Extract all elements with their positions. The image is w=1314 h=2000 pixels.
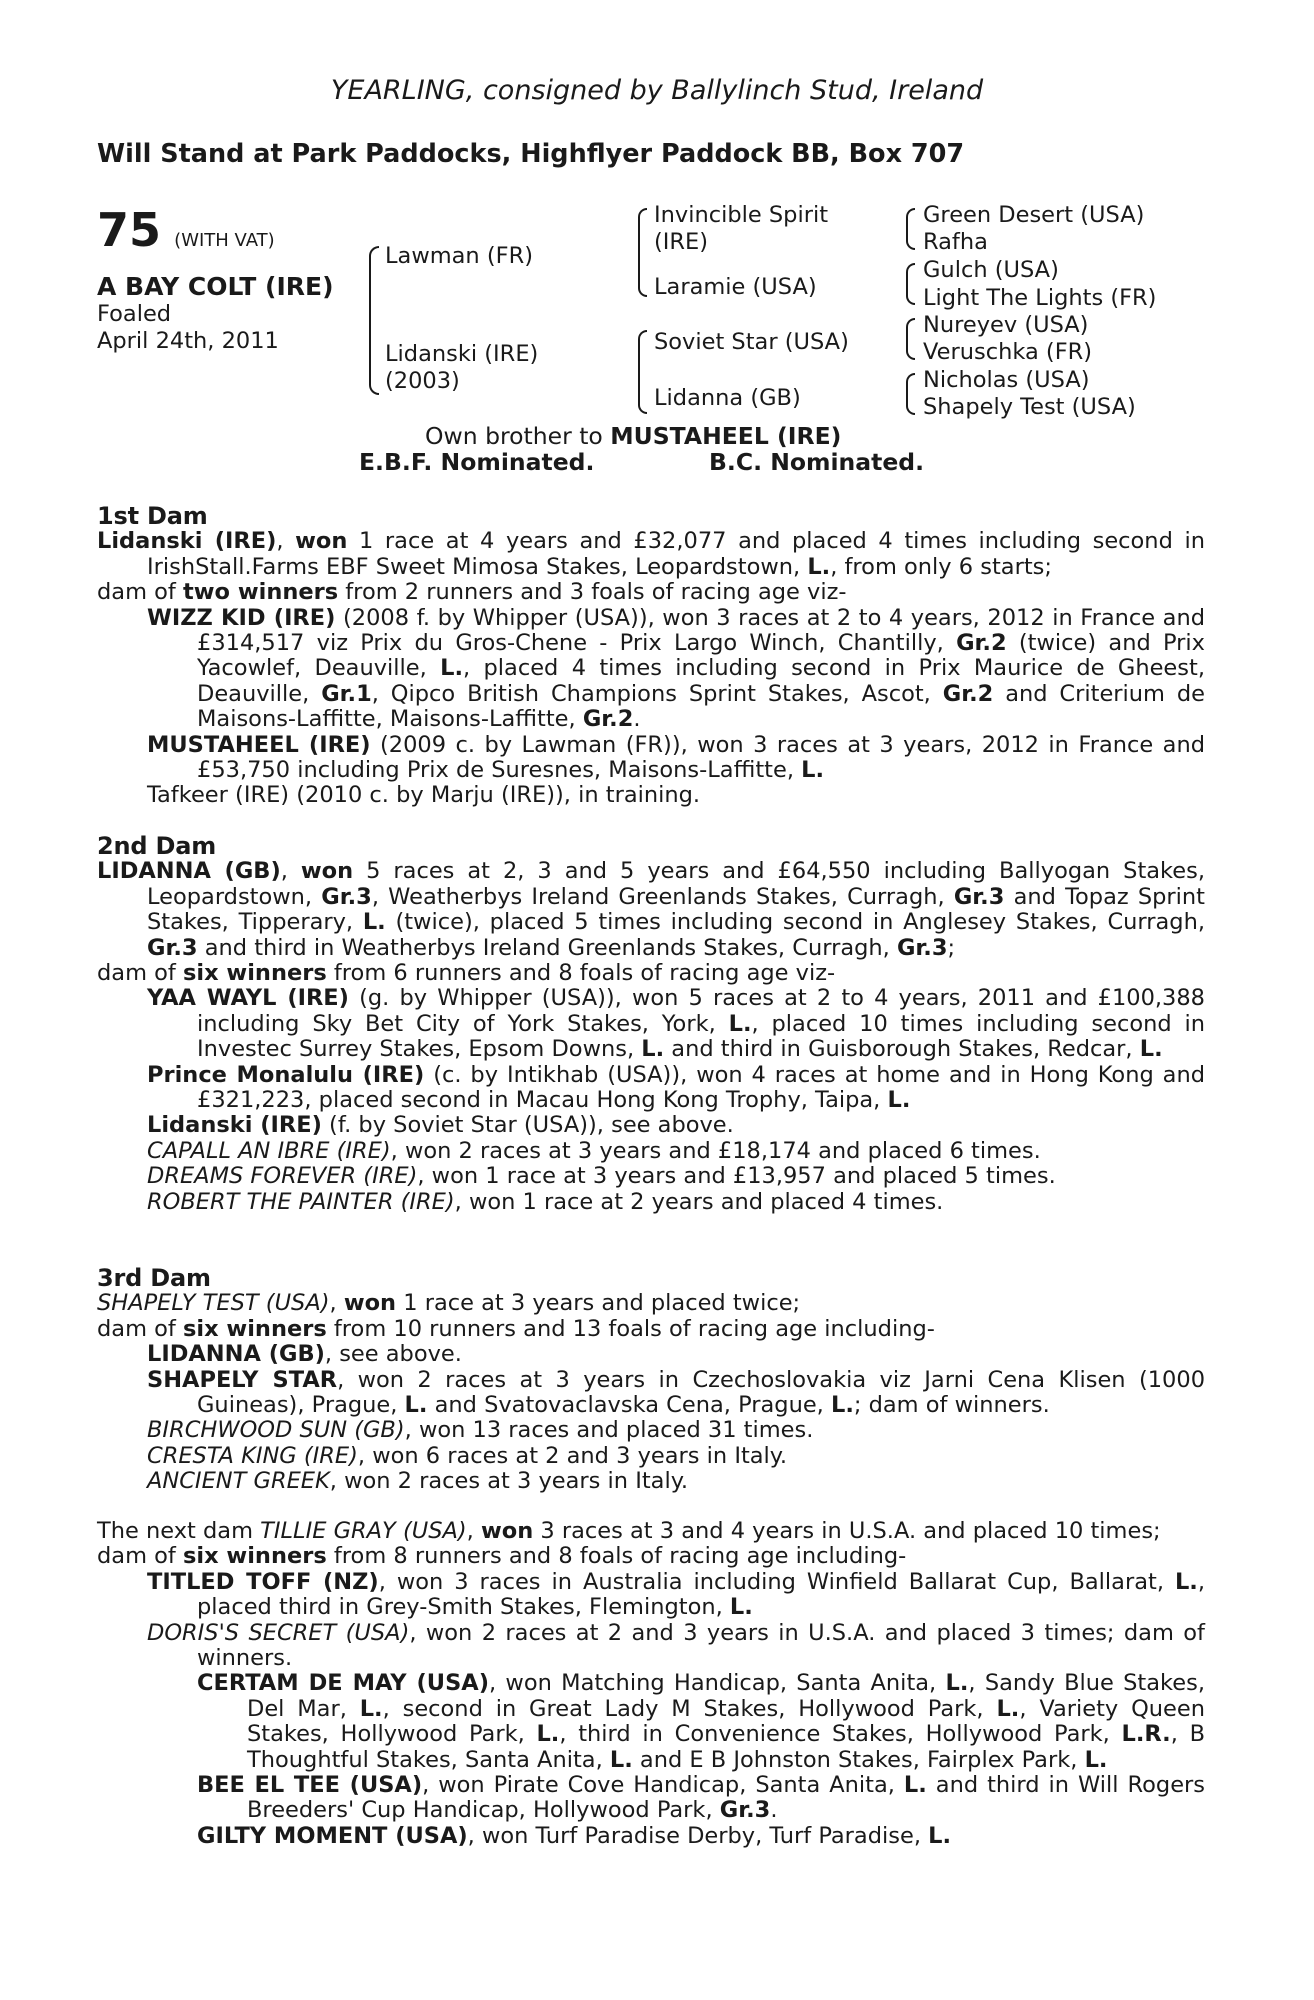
lot-name: A BAY COLT (IRE)	[97, 272, 334, 301]
produce-wizz-kid: WIZZ KID (IRE) (2008 f. by Whipper (USA)), won 3 races at 2 to 4 years, 2012 in France and £314,517 viz Prix du Gros-Chene - Prix Largo Winch, Chantilly, Gr.2 (twice) and Prix Yacowlef, Deauville, L., placed 4 times including second in Prix Maurice de Gheest, Deauville, Gr.1, Qipco British Champions Sprint Stakes, Ascot, Gr.2 and Criterium de Maisons-Laffitte, Maisons-Laffitte, Gr.2.	[147, 604, 1206, 733]
ped-ssd: Rafha	[923, 229, 988, 255]
lot-block	[97, 205, 275, 255]
ped-dam-line2: (2003)	[385, 368, 460, 394]
produce-doris-secret: DORIS'S SECRET (USA), won 2 races at 2 and 3 years in U.S.A. and placed 3 times; dam of winners.	[147, 1619, 1205, 1672]
produce-capall-an-ibre: CAPALL AN IBRE (IRE), won 2 races at 3 years and £18,174 and placed 6 times.	[147, 1137, 1041, 1164]
next-dam-section	[97, 1519, 1205, 1849]
first-dam-section	[97, 504, 1205, 809]
brace-gen1	[369, 246, 379, 395]
produce-mustaheel: MUSTAHEEL (IRE) (2009 c. by Lawman (FR)), won 3 races at 3 years, 2012 in France and £53,750 including Prix de Suresnes, Maisons-Laffitte, L.	[147, 731, 1205, 784]
ped-sd: Laramie (USA)	[654, 274, 817, 300]
produce-robert-the-painter: ROBERT THE PAINTER (IRE), won 1 race at 2 years and placed 4 times.	[147, 1188, 944, 1215]
brace-dam	[638, 330, 647, 414]
produce-bee-el-tee: BEE EL TEE (USA), won Pirate Cove Handicap, Santa Anita, L. and third in Will Rogers Breeders' Cup Handicap, Hollywood Park, Gr.3.	[197, 1772, 1206, 1824]
ped-dds: Nicholas (USA)	[923, 367, 1090, 393]
ebf-nominated: E.B.F. Nominated.	[359, 448, 595, 476]
ped-sds: Gulch (USA)	[923, 257, 1059, 283]
brace-sire	[638, 208, 647, 297]
foaled-date: April 24th, 2011	[97, 328, 279, 354]
ped-dsd: Veruschka (FR)	[923, 339, 1093, 365]
foaled-label: Foaled	[97, 301, 172, 327]
lot-number: 75	[97, 203, 162, 257]
ped-ss-line1: Invincible Spirit	[654, 202, 829, 228]
third-dam-record: SHAPELY TEST (USA), won 1 race at 3 years and placed twice;	[97, 1290, 801, 1317]
second-dam-produce-summary: dam of six winners from 6 runners and 8 foals of racing age viz-	[97, 960, 836, 987]
brace-ss	[906, 208, 915, 250]
produce-certam-de-may: CERTAM DE MAY (USA), won Matching Handicap, Santa Anita, L., Sandy Blue Stakes, Del Mar, L., second in Great Lady M Stakes, Hollywood Park, L., Variety Queen Stakes, Hollywood Park, L., third in Convenience Stakes, Hollywood Park, L.R., B Thoughtful Stakes, Santa Anita, L. and E B Johnston Stakes, Fairplex Park, L.	[197, 1670, 1205, 1773]
location-line: Will Stand at Park Paddocks, Highflyer Paddock BB, Box 707	[97, 139, 965, 169]
produce-shapely-star: SHAPELY STAR, won 2 races at 3 years in Czechoslovakia viz Jarni Cena Klisen (1000 Guineas), Prague, L. and Svatovaclavska Cena, Prague, L.; dam of winners.	[147, 1366, 1206, 1419]
next-dam-record: The next dam TILLIE GRAY (USA), won 3 races at 3 and 4 years in U.S.A. and placed 10 times;	[97, 1518, 1161, 1544]
ped-dss: Nureyev (USA)	[923, 312, 1089, 338]
produce-lidanski: Lidanski (IRE) (f. by Soviet Star (USA)), see above.	[147, 1112, 734, 1139]
ped-ddd: Shapely Test (USA)	[923, 394, 1136, 420]
ped-dam-line1: Lidanski (IRE)	[385, 341, 539, 367]
first-dam-record: Lidanski (IRE), won 1 race at 4 years and £32,077 and placed 4 times including second in IrishStall.Farms EBF Sweet Mimosa Stakes, Leopardstown, L., from only 6 starts;	[97, 528, 1205, 580]
second-dam-heading: 2nd Dam	[97, 832, 217, 860]
produce-birchwood-sun: BIRCHWOOD SUN (GB), won 13 races and placed 31 times.	[147, 1417, 814, 1444]
second-dam-section	[97, 834, 1205, 1215]
own-brother-note: Own brother to MUSTAHEEL (IRE)	[425, 422, 842, 450]
first-dam-produce-summary: dam of two winners from 2 runners and 3 foals of racing age viz-	[97, 579, 847, 606]
next-dam-produce-summary: dam of six winners from 8 runners and 8 foals of racing age including-	[97, 1543, 907, 1570]
ped-ds: Soviet Star (USA)	[654, 329, 849, 355]
ped-dd: Lidanna (GB)	[654, 385, 801, 411]
produce-dreams-forever: DREAMS FOREVER (IRE), won 1 race at 3 years and £13,957 and placed 5 times.	[147, 1163, 1056, 1190]
second-dam-record: LIDANNA (GB), won 5 races at 2, 3 and 5 years and £64,550 including Ballyogan Stakes, Leopardstown, Gr.3, Weatherbys Ireland Greenlands Stakes, Curragh, Gr.3 and Topaz Sprint Stakes, Tipperary, L. (twice), placed 5 times including second in Anglesey Stakes, Curragh, Gr.3 and third in Weatherbys Ireland Greenlands Stakes, Curragh, Gr.3;	[97, 858, 1206, 961]
brace-sd	[906, 263, 915, 305]
third-dam-heading: 3rd Dam	[97, 1264, 211, 1292]
ped-sdd: Light The Lights (FR)	[923, 285, 1157, 311]
first-dam-heading: 1st Dam	[97, 502, 208, 530]
produce-cresta-king: CRESTA KING (IRE), won 6 races at 2 and 3 years in Italy.	[147, 1442, 788, 1469]
brace-ds	[906, 318, 915, 360]
bc-nominated: B.C. Nominated.	[709, 448, 925, 476]
produce-ancient-greek: ANCIENT GREEK, won 2 races at 3 years in Italy.	[147, 1468, 688, 1495]
page-subtitle: YEARLING, consigned by Ballylinch Stud, Ireland	[330, 75, 984, 106]
own-brother-name: MUSTAHEEL (IRE)	[610, 422, 842, 450]
produce-gilty-moment: GILTY MOMENT (USA), won Turf Paradise Derby, Turf Paradise, L.	[197, 1822, 952, 1849]
third-dam-section	[97, 1266, 1205, 1495]
ped-ss-line2: (IRE)	[654, 229, 709, 255]
produce-lidanna: LIDANNA (GB), see above.	[147, 1341, 462, 1368]
produce-titled-toff: TITLED TOFF (NZ), won 3 races in Australia including Winfield Ballarat Cup, Ballarat, L., placed third in Grey-Smith Stakes, Flemington, L.	[147, 1568, 1206, 1621]
brace-dd	[906, 373, 915, 415]
produce-prince-monalulu: Prince Monalulu (IRE) (c. by Intikhab (USA)), won 4 races at home and in Hong Kong and £321,223, placed second in Macau Hong Kong Trophy, Taipa, L.	[147, 1061, 1205, 1114]
vat-label: (WITH VAT)	[174, 230, 275, 251]
ped-sss: Green Desert (USA)	[923, 202, 1145, 228]
produce-tafkeer: Tafkeer (IRE) (2010 c. by Marju (IRE)), in training.	[147, 782, 701, 809]
produce-yaa-wayl: YAA WAYL (IRE) (g. by Whipper (USA)), won 5 races at 2 to 4 years, 2011 and £100,388 including Sky Bet City of York Stakes, York, L., placed 10 times including second in Investec Surrey Stakes, Epsom Downs, L. and third in Guisborough Stakes, Redcar, L.	[147, 985, 1205, 1063]
third-dam-produce-summary: dam of six winners from 10 runners and 13 foals of racing age including-	[97, 1315, 935, 1342]
ped-sire: Lawman (FR)	[385, 243, 533, 269]
